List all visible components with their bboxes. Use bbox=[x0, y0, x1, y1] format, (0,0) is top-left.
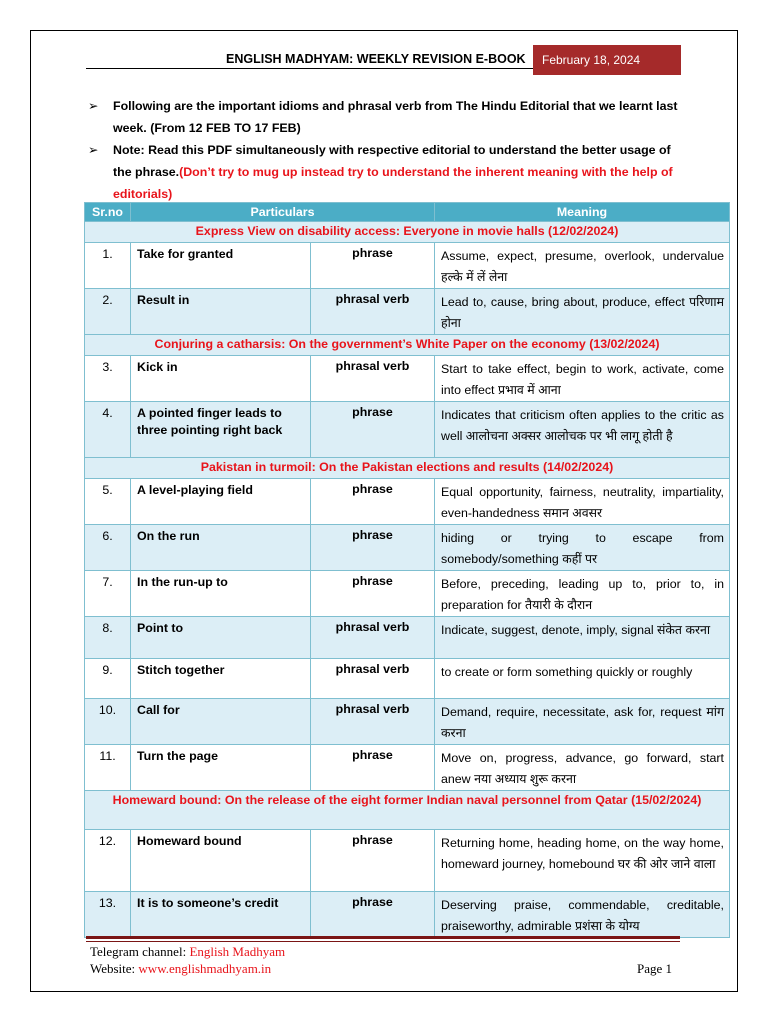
table-row bbox=[85, 617, 730, 659]
section-title: Conjuring a catharsis: On the government’s White Paper on the economy (13/02/2024) bbox=[85, 335, 730, 356]
row-srno: 11. bbox=[85, 745, 131, 791]
row-particular: In the run-up to bbox=[131, 571, 311, 617]
table-header-row bbox=[85, 203, 730, 222]
arrow-bullet-icon: ➢ bbox=[88, 99, 99, 113]
row-particular: Take for granted bbox=[131, 243, 311, 289]
row-srno: 12. bbox=[85, 830, 131, 892]
table-row bbox=[85, 402, 730, 458]
row-srno: 9. bbox=[85, 659, 131, 699]
row-srno: 5. bbox=[85, 479, 131, 525]
footer-website bbox=[90, 961, 271, 977]
row-meaning: Indicates that criticism often applies to the critic as well आलोचना अक्सर आलोचक पर भी लागू होती है bbox=[435, 402, 730, 458]
row-type: phrase bbox=[311, 892, 435, 938]
table-row bbox=[85, 289, 730, 335]
page-number: Page 1 bbox=[637, 961, 673, 976]
header-srno: Sr.no bbox=[85, 203, 131, 222]
table-body bbox=[85, 222, 730, 938]
row-srno: 13. bbox=[85, 892, 131, 938]
row-srno: 6. bbox=[85, 525, 131, 571]
row-meaning: Equal opportunity, fairness, neutrality, impartiality, even-handedness समान अवसर bbox=[435, 479, 730, 525]
section-title-row bbox=[85, 458, 730, 479]
telegram-channel-link[interactable]: English Madhyam bbox=[189, 944, 286, 959]
telegram-label: Telegram channel: bbox=[90, 944, 190, 959]
section-title: Express View on disability access: Everyone in movie halls (12/02/2024) bbox=[85, 222, 730, 243]
row-meaning: Indicate, suggest, denote, imply, signal संकेत करना bbox=[435, 617, 730, 659]
intro-text-1: Following are the important idioms and phrasal verb from The Hindu Editorial that we learnt last week. (From 12 FEB TO 17 FEB) bbox=[113, 99, 678, 135]
table-row bbox=[85, 745, 730, 791]
row-type: phrasal verb bbox=[311, 356, 435, 402]
table-row bbox=[85, 571, 730, 617]
row-particular: A pointed finger leads to three pointing right back bbox=[131, 402, 311, 458]
row-srno: 8. bbox=[85, 617, 131, 659]
row-particular: Point to bbox=[131, 617, 311, 659]
row-type: phrasal verb bbox=[311, 699, 435, 745]
row-particular: Kick in bbox=[131, 356, 311, 402]
idioms-table bbox=[84, 202, 730, 938]
row-type: phrasal verb bbox=[311, 659, 435, 699]
footer-rule-thin bbox=[86, 941, 680, 942]
row-meaning: Move on, progress, advance, go forward, start anew नया अध्याय शुरू करना bbox=[435, 745, 730, 791]
footer-rule bbox=[86, 936, 680, 939]
table-row bbox=[85, 356, 730, 402]
row-meaning: Start to take effect, begin to work, activate, come into effect प्रभाव में आना bbox=[435, 356, 730, 402]
header-title: ENGLISH MADHYAM: WEEKLY REVISION E-BOOK bbox=[226, 52, 526, 66]
row-meaning: Lead to, cause, bring about, produce, effect परिणाम होना bbox=[435, 289, 730, 335]
row-particular: On the run bbox=[131, 525, 311, 571]
row-particular: Result in bbox=[131, 289, 311, 335]
row-particular: Stitch together bbox=[131, 659, 311, 699]
row-type: phrase bbox=[311, 243, 435, 289]
table-row bbox=[85, 892, 730, 938]
row-meaning: hiding or trying to escape from somebody/something कहीं पर bbox=[435, 525, 730, 571]
section-title-row bbox=[85, 222, 730, 243]
row-meaning: Assume, expect, presume, overlook, undervalue हल्के में लें लेना bbox=[435, 243, 730, 289]
row-particular: Call for bbox=[131, 699, 311, 745]
row-srno: 3. bbox=[85, 356, 131, 402]
row-srno: 4. bbox=[85, 402, 131, 458]
row-type: phrase bbox=[311, 479, 435, 525]
section-title-row bbox=[85, 335, 730, 356]
row-type: phrase bbox=[311, 830, 435, 892]
footer-telegram bbox=[90, 944, 285, 960]
header-date: February 18, 2024 bbox=[533, 45, 681, 75]
intro-text-2: Note: Read this PDF simultaneously with respective editorial to understand the better usage of the phrase. bbox=[113, 143, 671, 179]
row-type: phrasal verb bbox=[311, 617, 435, 659]
row-type: phrase bbox=[311, 402, 435, 458]
row-type: phrase bbox=[311, 571, 435, 617]
section-title: Homeward bound: On the release of the eight former Indian naval personnel from Qatar (15/02/2024) bbox=[85, 791, 730, 830]
table-row bbox=[85, 243, 730, 289]
header-particulars: Particulars bbox=[131, 203, 435, 222]
arrow-bullet-icon: ➢ bbox=[88, 143, 99, 157]
header-rule bbox=[86, 68, 533, 69]
table-row bbox=[85, 525, 730, 571]
row-meaning: Before, preceding, leading up to, prior to, in preparation for तैयारी के दौरान bbox=[435, 571, 730, 617]
row-srno: 2. bbox=[85, 289, 131, 335]
row-type: phrase bbox=[311, 525, 435, 571]
website-label: Website: bbox=[90, 961, 139, 976]
intro-bullet-1 bbox=[88, 95, 688, 139]
header-meaning: Meaning bbox=[435, 203, 730, 222]
intro-notes bbox=[88, 95, 688, 205]
row-meaning: to create or form something quickly or roughly bbox=[435, 659, 730, 699]
row-srno: 1. bbox=[85, 243, 131, 289]
row-type: phrase bbox=[311, 745, 435, 791]
row-particular: It is to someone’s credit bbox=[131, 892, 311, 938]
row-particular: Homeward bound bbox=[131, 830, 311, 892]
row-particular: Turn the page bbox=[131, 745, 311, 791]
intro-bullet-2 bbox=[88, 139, 688, 205]
table-row bbox=[85, 830, 730, 892]
section-title: Pakistan in turmoil: On the Pakistan elections and results (14/02/2024) bbox=[85, 458, 730, 479]
row-srno: 10. bbox=[85, 699, 131, 745]
row-particular: A level-playing field bbox=[131, 479, 311, 525]
row-type: phrasal verb bbox=[311, 289, 435, 335]
table-row bbox=[85, 479, 730, 525]
table-row bbox=[85, 659, 730, 699]
row-meaning: Demand, require, necessitate, ask for, request मांग करना bbox=[435, 699, 730, 745]
section-title-row bbox=[85, 791, 730, 830]
intro-warning: (Don’t try to mug up instead try to understand the inherent meaning with the help of editorials) bbox=[113, 165, 673, 201]
row-meaning: Returning home, heading home, on the way home, homeward journey, homebound घर की ओर जाने वाला bbox=[435, 830, 730, 892]
website-link[interactable]: www.englishmadhyam.in bbox=[138, 961, 272, 976]
table-row bbox=[85, 699, 730, 745]
row-srno: 7. bbox=[85, 571, 131, 617]
row-meaning: Deserving praise, commendable, creditable, praiseworthy, admirable प्रशंसा के योग्य bbox=[435, 892, 730, 938]
